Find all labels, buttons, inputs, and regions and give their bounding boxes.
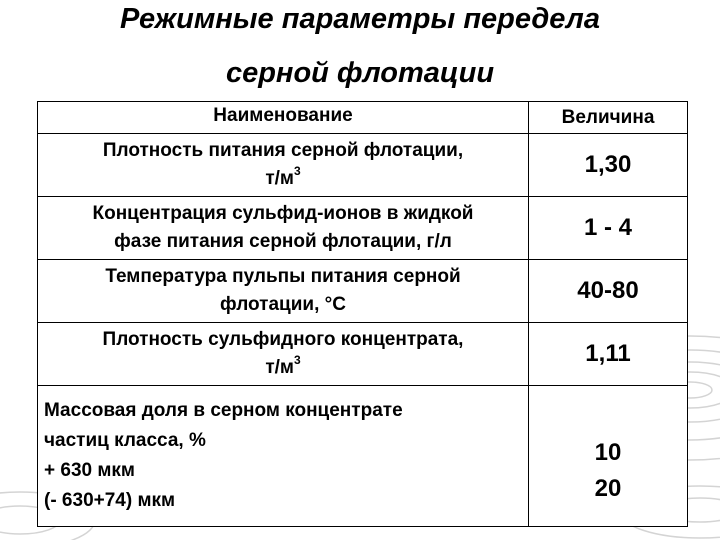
- param-unit: т/м: [265, 357, 294, 378]
- param-name-line: Температура пульпы питания серной: [105, 266, 461, 287]
- table-row: [38, 386, 688, 527]
- param-name-cell: [38, 386, 529, 527]
- param-name-line: частиц класса, %: [44, 430, 206, 451]
- param-name-line: Плотность питания серной флотации,: [102, 140, 464, 161]
- param-name-line: (- 630+74) мкм: [44, 490, 176, 511]
- table-row: [38, 323, 688, 386]
- param-value: 10: [594, 439, 622, 466]
- param-name-cell: [38, 260, 529, 323]
- param-name-line: фазе питания серной флотации, г/л: [114, 231, 452, 252]
- table-row: [38, 134, 688, 197]
- param-value: 1,11: [529, 323, 688, 386]
- param-name-cell: [38, 197, 529, 260]
- param-value: 1,30: [529, 134, 688, 197]
- param-name-line: Плотность сульфидного концентрата,: [102, 329, 464, 350]
- param-value: 20: [594, 475, 622, 502]
- param-name-line: Концентрация сульфид-ионов в жидкой: [92, 203, 474, 224]
- param-name-line: Массовая доля в серном концентрате: [44, 400, 403, 421]
- slide-title-line2: серной флотации: [225, 57, 495, 89]
- param-value: 40-80: [529, 260, 688, 323]
- table-header-row: [38, 102, 688, 134]
- param-unit: т/м: [265, 168, 294, 189]
- slide-title-line1: Режимные параметры передела: [120, 3, 600, 35]
- unit-superscript: 3: [293, 352, 301, 367]
- param-name-line: флотации, °С: [220, 294, 346, 315]
- param-value: 1 - 4: [529, 197, 688, 260]
- param-name-cell: [38, 323, 529, 386]
- unit-superscript: 3: [293, 163, 301, 178]
- table-row: [38, 197, 688, 260]
- param-value-cell: [529, 386, 688, 527]
- param-name-line: [44, 165, 522, 193]
- table-row: [38, 260, 688, 323]
- param-name-cell: [38, 134, 529, 197]
- parameters-table: [37, 101, 688, 527]
- header-value: Величина: [529, 102, 688, 134]
- param-name-line: [44, 354, 522, 382]
- param-name-line: + 630 мкм: [44, 460, 135, 481]
- header-name: Наименование: [38, 102, 529, 134]
